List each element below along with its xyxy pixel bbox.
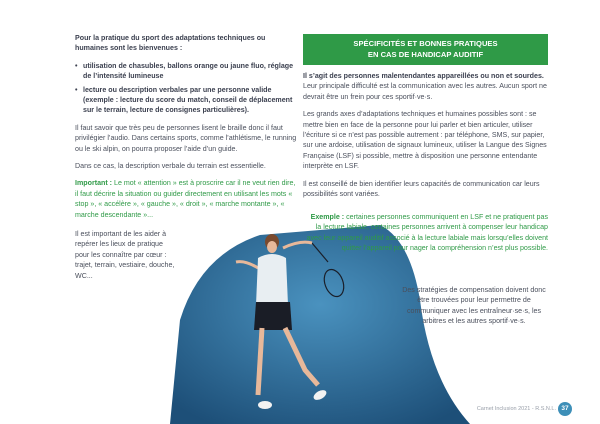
right-column — [303, 71, 548, 206]
locations-paragraph: Il est important de les aider à repérer les lieux de pratique pour les connaître par cœur : trajet, terrain, vestiaire, douche, WC... — [75, 230, 175, 280]
banner-title-line2: EN CAS DE HANDICAP AUDITIF — [367, 49, 484, 59]
braille-paragraph: Il faut savoir que très peu de personnes lisent le braille donc il faut privilégier l’audio. Dans certains sports, comme l’athlétisme, le running ou le ski alpin, on pourra proposer l’aide d’un guide. — [75, 123, 297, 153]
intro-text: Pour la pratique du sport des adaptations techniques ou humaines sont les bienvenues : — [75, 34, 266, 53]
verbal-description-paragraph: Dans ce cas, la description verbale du terrain est essentielle. — [75, 162, 266, 171]
compensation-paragraph: Des stratégies de compensation doivent donc être trouvées pour leur permettre de communiquer avec les entraîneur·se·s, les arbitres et les autres sportif·ve·s. — [402, 286, 546, 326]
capacities-paragraph: Il est conseillé de bien identifier leurs capacités de communication car leurs possibilités sont variées. — [303, 179, 540, 199]
important-text: Le mot « attention » est à proscrire car il ne veut rien dire, il faut décrire la situation ou guider directement en utilisant les mots « stop », « accélère », « gauche », « droit », « marche montante », « marche descendante »... — [75, 179, 296, 219]
example-label: Exemple : — [310, 213, 347, 221]
adaptations-paragraph: Les grands axes d’adaptations techniques et humaines possibles sont : se mettre bien en face de la personne pour lui parler et bien articuler, utiliser l’écriture si ce n’est pas possible autrement : par téléphone, SMS, sur papier, sur une ardoise, utilisation de signaux lumineux, utiliser la Langue des Signes Française (LSF) si possible, mettre à disposition une personne entendante interprète en LSF. — [303, 110, 547, 171]
footer-text: Carnet Inclusion 2021 - R.S.N.L. — [476, 406, 556, 412]
section-banner — [303, 34, 548, 65]
example-text: certaines personnes communiquent en LSF et ne pratiquent pas la lecture labiale, certaines personnes arrivent à compenser leur handicap avec leur appareil auditif associé à la lecture labiale mais lorsqu’elles doivent quitter l’appareil pour nager la compréhension n’est plus possible. — [306, 213, 548, 253]
important-label: Important : — [75, 179, 115, 188]
lead-rest: Leur principale difficulté est la communication avec les autres. Aucun sport ne devrait être un frein pour ces sportif·ve·s. — [303, 82, 547, 101]
lead-bold: Il s’agit des personnes malentendantes appareillées ou non et sourdes. — [303, 72, 544, 80]
example-note — [306, 212, 548, 254]
list-item: • lecture ou description verbales par une personne valide (exemple : lecture du score du match, conseil de déplacement sur le terrain, lecture de consignes particulières). — [83, 85, 297, 116]
banner-title-line1: SPÉCIFICITÉS ET BONNES PRATIQUES — [353, 39, 498, 48]
page-number: 37 — [558, 402, 572, 416]
lead-paragraph — [303, 71, 548, 102]
list-item: • utilisation de chasubles, ballons orange ou jaune fluo, réglage de l’intensité lumineuse — [83, 61, 297, 82]
